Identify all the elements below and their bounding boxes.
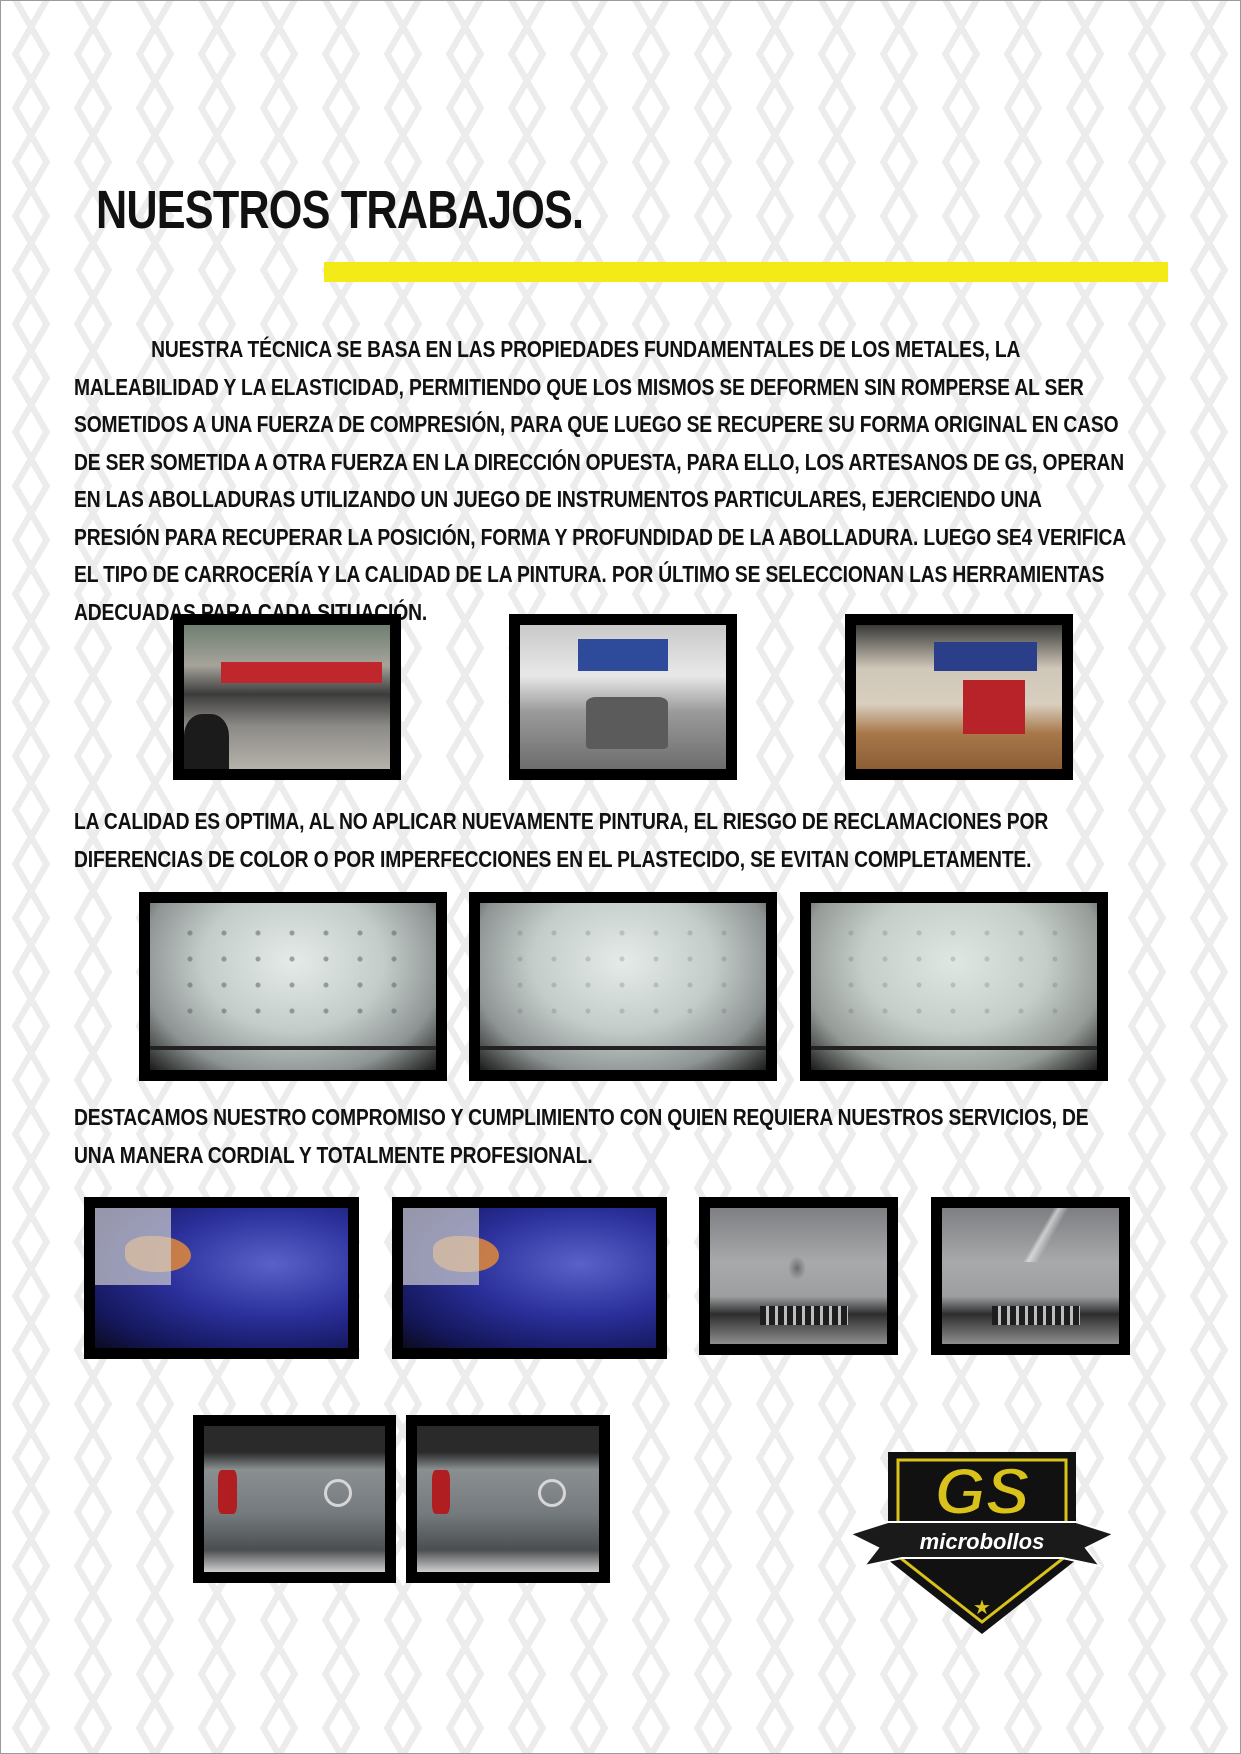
technique-paragraph: NUESTRA TÉCNICA SE BASA EN LAS PROPIEDADES FUNDAMENTALES DE LOS METALES, LA MALEABILIDAD Y LA ELASTICIDAD, PERMITIENDO QUE LOS MISMOS SE DEFORMEN SIN ROMPERSE AL SER SOMETIDOS A UNA FUERZA DE COMPRESIÓN, PARA QUE LUEGO SE RECUPERE SU FORMA ORIGINAL EN CASO DE SER SOMETIDA A OTRA FUERZA EN LA DIRECCIÓN OPUESTA, PARA ELLO, LOS ARTESANOS DE GS, OPERAN EN LAS ABOLLADURAS UTILIZANDO UN JUEGO DE INSTRUMENTOS PARTICULARES, EJERCIENDO UNA PRESIÓN PARA RECUPERAR LA POSICIÓN, FORMA Y PROFUNDIDAD DE LA ABOLLADURA. LUEGO SE4 VERIFICA EL TIPO DE CARROCERÍA Y LA CALIDAD DE LA PINTURA. POR ÚLTIMO SE SELECCIONAN LAS HERRAMIENTAS ADECUADAS PARA CADA SITUACIÓN.: [74, 336, 1126, 625]
silver-hood-before-photo: [699, 1197, 898, 1355]
workshop-front-photo: [173, 614, 401, 780]
hail-hood-after-photo: [800, 892, 1108, 1081]
blue-fender-before-photo: [84, 1197, 359, 1359]
gs-microbollos-logo: [848, 1448, 1116, 1638]
blue-fender-after-photo: [392, 1197, 667, 1359]
quality-paragraph: LA CALIDAD ES OPTIMA, AL NO APLICAR NUEVAMENTE PINTURA, EL RIESGO DE RECLAMACIONES POR DIFERENCIAS DE COLOR O POR IMPERFECCIONES EN EL PLASTECIDO, SE EVITAN COMPLETAMENTE.: [74, 808, 1049, 872]
accent-bar: [324, 262, 1168, 282]
silver-hood-after-photo: [931, 1197, 1130, 1355]
star-icon: ★: [973, 1595, 991, 1619]
workshop-interior-photo: [509, 614, 737, 780]
commitment-paragraph: DESTACAMOS NUESTRO COMPROMISO Y CUMPLIMIENTO CON QUIEN REQUIERA NUESTROS SERVICIOS, DE UNA MANERA CORDIAL Y TOTALMENTE PROFESIONAL.: [74, 1104, 1089, 1168]
grey-hatch-before-photo: [193, 1415, 396, 1583]
grey-hatch-after-photo: [406, 1415, 610, 1583]
workshop-office-photo: [845, 614, 1073, 780]
hail-hood-before-photo: [139, 892, 447, 1081]
logo-wordmark: microbollos: [919, 1529, 1045, 1554]
page-title: NUESTROS TRABAJOS.: [96, 180, 584, 240]
hail-hood-during-photo: [469, 892, 777, 1081]
logo-monogram: GS: [934, 1454, 1030, 1528]
